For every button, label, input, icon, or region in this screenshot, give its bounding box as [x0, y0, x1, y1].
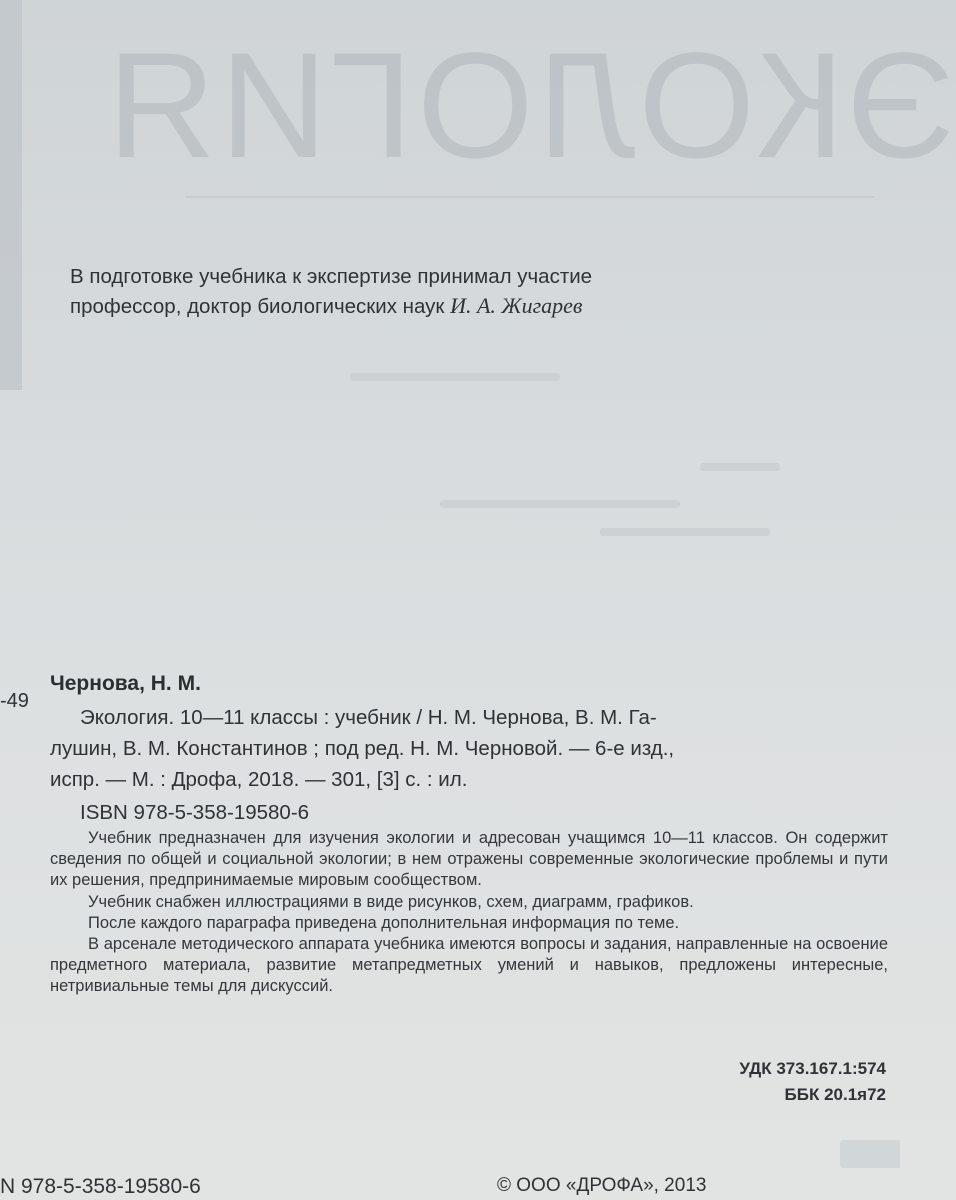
annotation-paragraph: Учебник снабжен иллюстрациями в виде рисунков, схем, диаграмм, графиков.: [88, 892, 694, 911]
expert-note-prefix: профессор, доктор биологических наук: [70, 295, 451, 318]
bib-line: Экология. 10—11 классы : учебник / Н. М. Чернова, В. М. Га-: [80, 706, 657, 729]
annotation-paragraph: Учебник предназначен для изучения экологии и адресован учащимся 10—11 классов. Он содержит сведения по общей и социальной экологии; в нем отражены современные экологические проблемы и пути их решения, предпринимаемые мировым сообществом.: [50, 829, 888, 890]
bbk-code: ББК 20.1я72: [784, 1085, 886, 1104]
footer-isbn: N 978-5-358-19580-6: [0, 1175, 201, 1198]
expert-name: И. А. Жигарев: [450, 293, 583, 318]
bleed-through-line: [350, 373, 560, 381]
annotation-paragraph: После каждого параграфа приведена дополнительная информация по теме.: [88, 913, 680, 932]
bleed-through-title: ЭКОЛОГИЯ: [103, 20, 956, 189]
annotation-paragraph: В арсенале методического аппарата учебника имеются вопросы и задания, направленные на освоение предметного материала, развитие метапредметных умений и навыков, предложены интересные, нетривиальные темы для дискуссий.: [50, 935, 888, 996]
bleed-through-line: [600, 528, 770, 536]
bib-line: лушин, В. М. Константинов ; под ред. Н. М. Черновой. — 6-е изд.,: [50, 737, 675, 760]
bleed-through-corner: [840, 1140, 900, 1168]
copyright: © ООО «ДРОФА», 2013: [497, 1175, 707, 1196]
bleed-through-line: [440, 500, 680, 508]
expert-note-line1: В подготовке учебника к экспертизе принимал участие: [70, 265, 593, 288]
bib-line: испр. — М. : Дрофа, 2018. — 301, [3] с. : ил.: [50, 768, 468, 791]
bleed-through-rule: [185, 196, 875, 198]
bibliographic-code-fragment: -49: [0, 690, 29, 712]
expert-note-line2: [70, 291, 830, 321]
expert-note: [70, 262, 830, 321]
udk-code: УДК 373.167.1:574: [739, 1059, 886, 1078]
bibliographic-description: [50, 702, 886, 828]
bleed-through-bar: [0, 0, 22, 390]
annotation: [50, 828, 888, 998]
author-heading: Чернова, Н. М.: [50, 672, 201, 695]
bleed-through-line: [700, 463, 780, 471]
isbn: ISBN 978-5-358-19580-6: [80, 801, 310, 824]
